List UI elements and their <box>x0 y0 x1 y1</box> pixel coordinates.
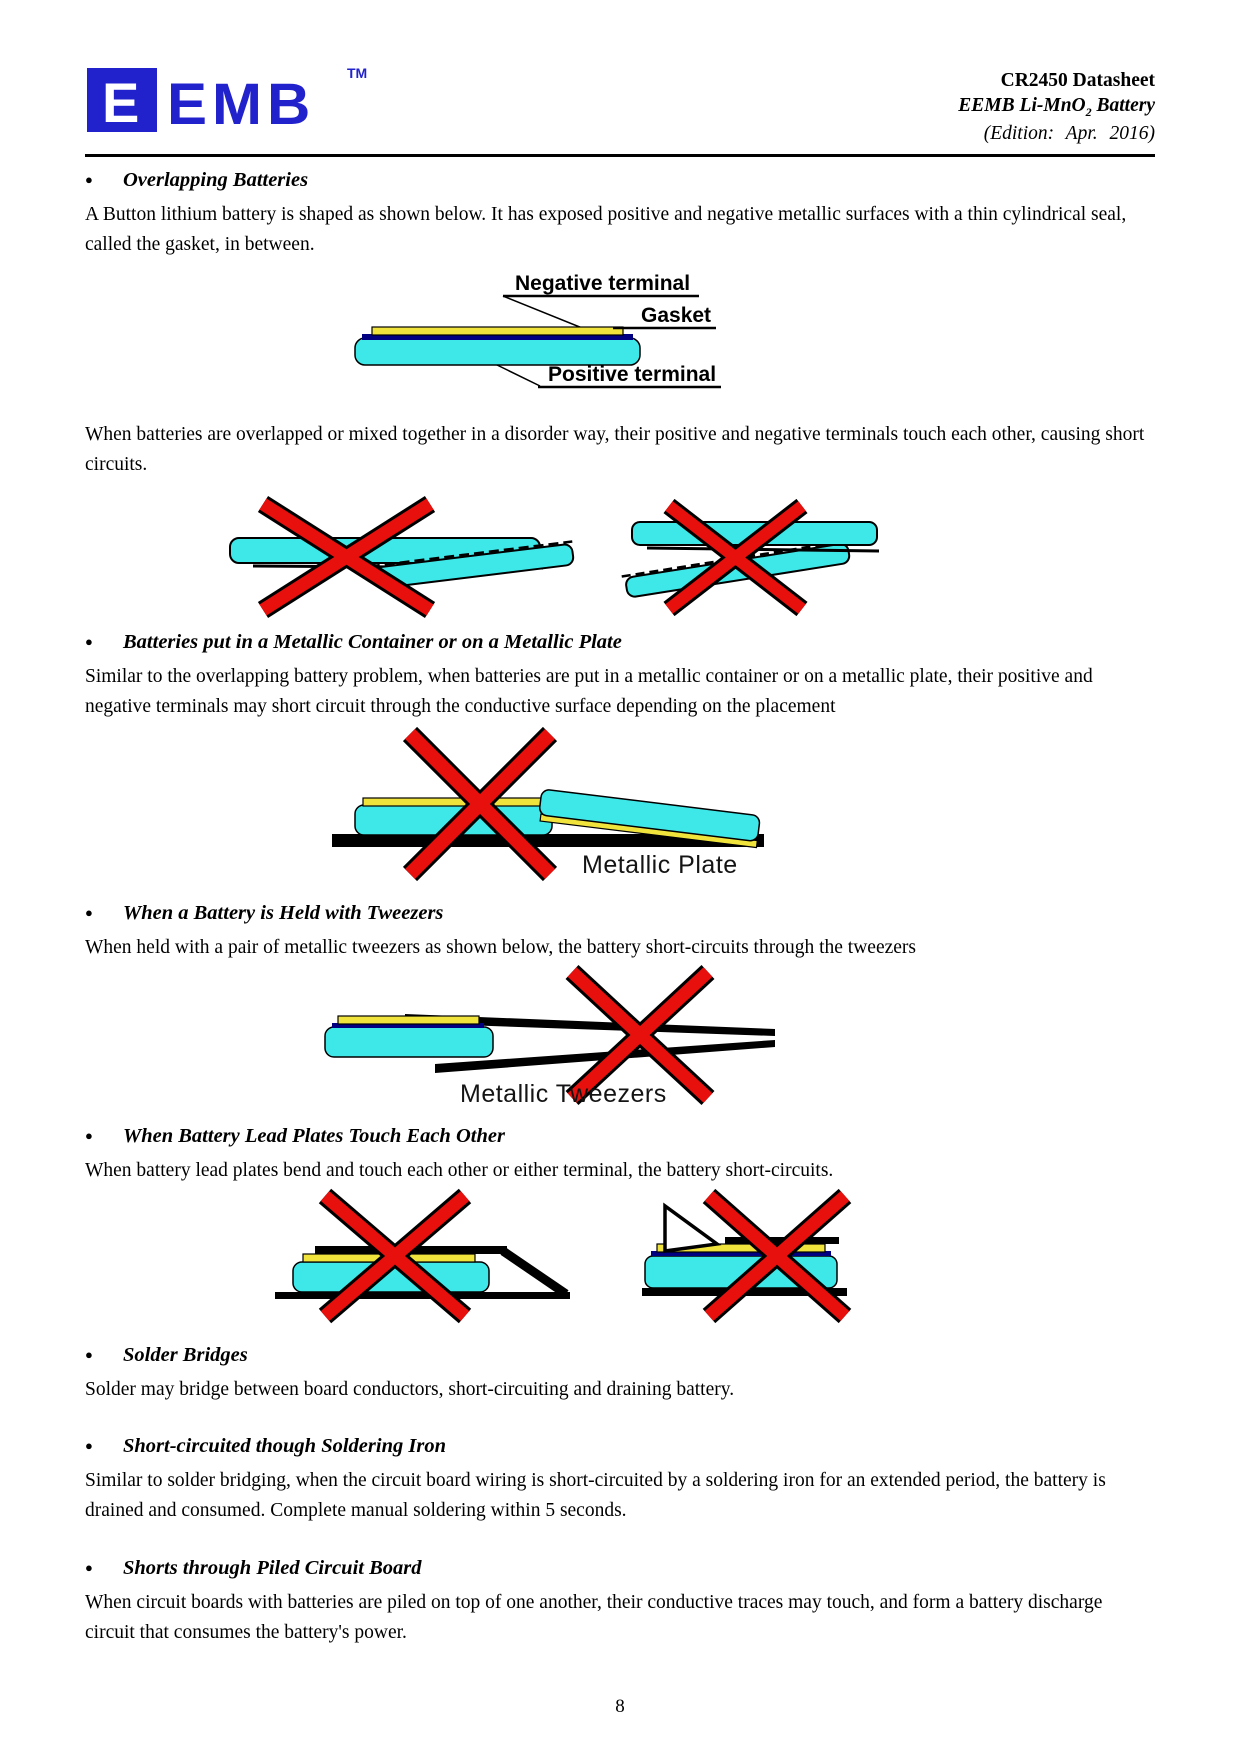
figure-lead-plates <box>275 1196 1155 1316</box>
logo-trademark: TM <box>347 65 368 81</box>
figure-metallic-plate <box>330 732 1155 882</box>
paragraph: When battery lead plates bend and touch each other or either terminal, the battery short-circuits. <box>85 1159 834 1181</box>
lead-plates-left-graphic <box>275 1196 575 1316</box>
subtitle-suffix: Battery <box>1091 95 1155 117</box>
section-heading-label: Overlapping Batteries <box>123 169 309 192</box>
section-heading-metallic-plate <box>85 631 1155 654</box>
figure-overlapping-batteries <box>225 506 1155 611</box>
section-heading-tweezers <box>85 902 1155 925</box>
doc-edition: (Edition: Apr. 2016) <box>983 122 1155 144</box>
doc-subtitle <box>958 93 1155 120</box>
logo-letters: EMB <box>167 70 316 137</box>
company-logo <box>85 58 385 136</box>
paragraph: Similar to the overlapping battery problem, when batteries are put in a metallic container or on a metallic plate, their positive and negative terminals may short circuit through the conductive surface depending on the placement <box>85 666 1093 718</box>
section-heading-label: Solder Bridges <box>123 1343 248 1366</box>
bullet-icon: ● <box>85 1559 93 1575</box>
header-titles <box>958 58 1155 146</box>
section-heading-label: When Battery Lead Plates Touch Each Other <box>123 1124 505 1147</box>
paragraph: When circuit boards with batteries are piled on top of one another, their conductive traces may touch, and form a battery discharge circuit that consumes the battery's power. <box>85 1591 1103 1643</box>
subtitle-prefix: EEMB Li-MnO <box>958 95 1086 117</box>
paragraph: Solder may bridge between board conductors, short-circuiting and draining battery. <box>85 1378 735 1400</box>
section-heading-label: Short-circuited though Soldering Iron <box>123 1435 446 1458</box>
subtitle-subscript: 2 <box>1085 105 1092 120</box>
section-heading-soldering-iron <box>85 1435 1155 1458</box>
battery-graphic <box>355 327 640 365</box>
overlapping-batteries-left-graphic <box>225 506 545 611</box>
gasket-label: Gasket <box>641 303 712 327</box>
battery-graphic <box>325 1016 493 1057</box>
section-heading-lead-plates <box>85 1125 1155 1148</box>
bullet-icon: ● <box>85 172 93 188</box>
section-heading-solder-bridges <box>85 1344 1155 1367</box>
positive-terminal-label: Positive terminal <box>548 362 717 386</box>
lead-plate-bent-up <box>665 1206 717 1251</box>
metallic-plate-label: Metallic Plate <box>582 851 738 880</box>
logo-boxed-e: E <box>102 71 140 134</box>
eemb-logo-icon <box>85 58 385 138</box>
section-heading-label: Batteries put in a Metallic Container or on a Metallic Plate <box>123 631 622 654</box>
header <box>85 58 1155 157</box>
battery-structure-graphic <box>355 269 740 394</box>
section-heading-piled-board <box>85 1557 1155 1580</box>
paragraph: When batteries are overlapped or mixed together in a disorder way, their positive and negative terminals touch each other, causing short circuits. <box>85 423 1145 475</box>
bullet-icon: ● <box>85 905 93 921</box>
page-number: 8 <box>615 1696 625 1717</box>
bullet-icon: ● <box>85 1346 93 1362</box>
leader-line <box>495 364 540 386</box>
section-heading-overlapping <box>85 169 1155 192</box>
lead-plate-bend <box>503 1251 566 1294</box>
bullet-icon: ● <box>85 1438 93 1454</box>
section-heading-label: Shorts through Piled Circuit Board <box>123 1556 422 1579</box>
bullet-icon: ● <box>85 634 93 650</box>
figure-battery-structure <box>355 269 1155 394</box>
overlapping-batteries-right-graphic <box>617 506 887 611</box>
lead-plates-right-graphic <box>637 1196 852 1316</box>
negative-terminal-label: Negative terminal <box>515 271 691 295</box>
figure-tweezers <box>320 970 1155 1108</box>
paragraph: Similar to solder bridging, when the circuit board wiring is short-circuited by a soldering iron for an extended period, the battery is drained and consumed. Complete manual soldering within 5 seconds. <box>85 1470 1106 1522</box>
paragraph: A Button lithium battery is shaped as shown below. It has exposed positive and negative metallic surfaces with a thin cylindrical seal, called the gasket, in between. <box>85 204 1127 256</box>
metallic-tweezers-label: Metallic Tweezers <box>460 1079 667 1108</box>
doc-title: CR2450 Datasheet <box>1000 70 1155 91</box>
bullet-icon: ● <box>85 1127 93 1143</box>
lead-plate-bar <box>275 1292 570 1299</box>
metallic-plate-graphic <box>330 732 770 882</box>
tweezers-graphic <box>320 970 780 1108</box>
section-heading-label: When a Battery is Held with Tweezers <box>123 902 444 925</box>
paragraph: When held with a pair of metallic tweezers as shown below, the battery short-circuits through the tweezers <box>85 937 916 959</box>
